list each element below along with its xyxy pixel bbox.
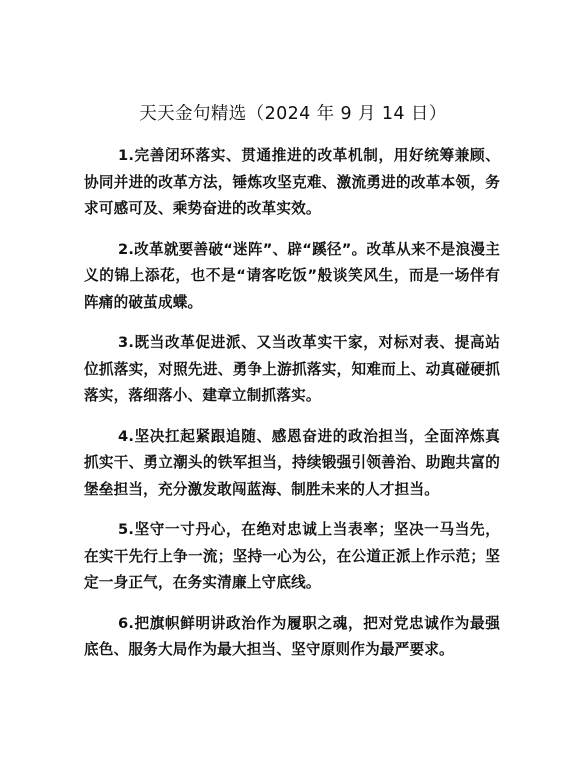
paragraph-1: 1.完善闭环落实、贯通推进的改革机制，用好统筹兼顾、协同并进的改革方法，锤炼攻坚克难、激流勇进的改革本领，务求可感可及、乘势奋进的改革实效。 — [84, 147, 500, 217]
paragraph-2: 2.改革就要善破“迷阵”、辟“蹊径”。改革从来不是浪漫主义的锦上添花，也不是“请客吃饭”般谈笑风生，而是一场伴有阵痛的破茧成蝶。 — [84, 240, 500, 311]
paragraph-4: 4.坚决扛起紧跟追随、感恩奋进的政治担当，全面淬炼真抓实干、勇立潮头的铁军担当，持续锻强引领善治、助跑共富的堡垒担当，充分激发敢闯蓝海、制胜未来的人才担当。 — [84, 427, 500, 498]
paragraph-3: 3.既当改革促进派、又当改革实干家，对标对表、提高站位抓落实，对照先进、勇争上游抓落实，知难而上、动真碰硬抓落实，落细落小、建章立制抓落实。 — [84, 334, 500, 404]
paragraph-6: 6.把旗帜鲜明讲政治作为履职之魂，把对党忠诚作为最强底色、服务大局作为最大担当、坚守原则作为最严要求。 — [84, 614, 500, 658]
document-body — [84, 143, 500, 678]
paragraph-5: 5.坚守一寸丹心，在绝对忠诚上当表率；坚决一马当先，在实干先行上争一流；坚持一心为公，在公道正派上作示范；坚定一身正气，在务实清廉上守底线。 — [84, 521, 500, 591]
document-title: 天天金句精选（2024 年 9 月 14 日） — [139, 104, 447, 124]
